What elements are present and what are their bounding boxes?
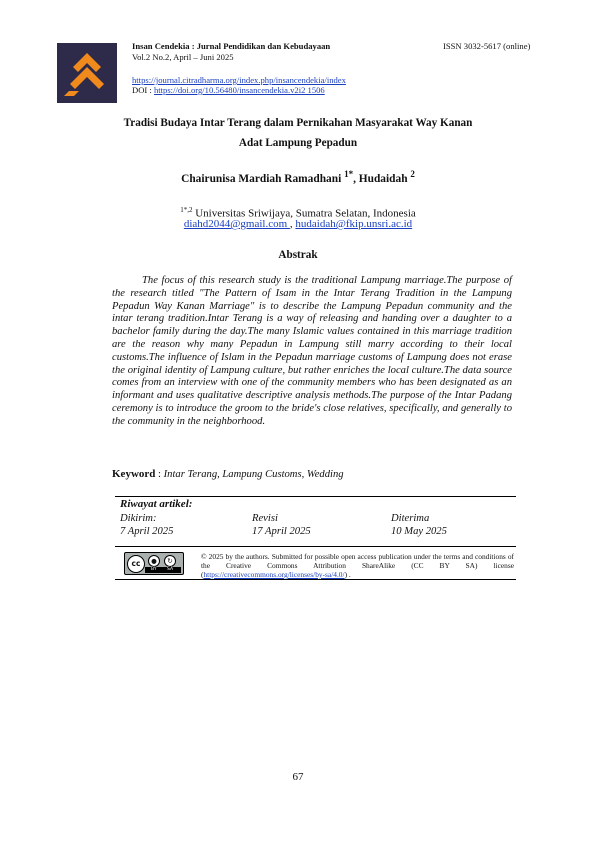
journal-issn: ISSN 3032-5617 (online) [443,41,531,51]
author-line [60,169,536,185]
journal-title: Insan Cendekia : Jurnal Pendidikan dan Kebudayaan [132,41,331,51]
page-number: 67 [292,771,304,783]
history-title: Riwayat artikel: [120,498,193,510]
accepted-date: 10 May 2025 [391,525,447,537]
journal-logo-icon [57,43,117,103]
keyword-sep: : [155,469,164,480]
license-body: © 2025 by the authors. Submitted for possible open access publication under the terms and conditions of the Creative Commons Attribution ShareAlike (CC BY SA) license ( [201,552,514,579]
email-separator: , [289,218,296,230]
license-link[interactable]: https://creativecommons.org/licenses/by-sa/4.0/ [203,570,345,579]
author-2-sup: 2 [410,169,415,179]
email-2-link[interactable]: hudaidah@fkip.unsri.ac.id [295,218,413,230]
history-accepted [391,513,447,538]
abstract-heading: Abstrak [278,249,318,261]
accepted-label: Diterima [391,513,430,524]
author-1-sup: 1* [344,169,354,179]
keyword-label: Keyword [112,468,156,480]
license-text [201,552,514,579]
emails [60,218,536,230]
license-block [115,549,516,580]
journal-url-link[interactable]: https://journal.citradharma.org/index.php/insancendekia/index [132,75,346,85]
by-person-icon: ● [148,555,160,567]
abstract-text: The focus of this research study is the traditional Lampung marriage.The purpose of the research titled "The Pattern of Isam in the Intar Terang Tradition in the Lampung Pepadun Way Kanan Marriage" is to describe the Lampung Pepadun community and the intar terang tradition.Intar Terang is a way of releasing and handing over a daughter to a bachelor family during the day.The many Islamic values contained in this marriage tradition are the reason why many Pepadun in Lampung still marry according to their local customs.The influence of Islam in the Pepadun marriage customs of Lampung does not erase the original identity of Lampung culture, but rather enriches the local culture.The data source comes from an interview with one of the community members who has been designated as an informant and uses qualitative descriptive analysis methods.The purpose of the Intar Padang ceremony is to introduce the groom to the bride's close relatives, specifically, and generally to the community in the neighborhood. [112,275,512,427]
affiliation-text: Universitas Sriwijaya, Sumatra Selatan, Indonesia [192,207,416,220]
doi-line [132,85,325,95]
history-received [120,513,173,538]
revised-date: 17 April 2025 [252,525,311,537]
received-date: 7 April 2025 [120,525,174,537]
creative-commons-icon[interactable] [124,552,184,575]
license-end: ) . [344,570,351,579]
received-label: Dikirim: [120,513,157,524]
keywords [112,468,344,480]
author-separator: , Hudaidah [353,172,411,185]
revised-label: Revisi [252,513,278,524]
cc-main-glyph: cc [127,555,145,573]
doi-link[interactable]: https://doi.org/10.56480/insancendekia.v2i2 1506 [153,85,325,95]
article-title-line1: Tradisi Budaya Intar Terang dalam Pernikahan Masyarakat Way Kanan [123,117,473,129]
email-1-link[interactable]: diahd2044@gmail.com [183,218,290,230]
keyword-values: Intar Terang, Lampung Customs, Wedding [163,469,344,480]
history-revised [252,513,311,538]
cc-by-label: BY [151,567,157,572]
share-alike-icon: ↻ [164,555,176,567]
journal-volume: Vol.2 No.2, April – Juni 2025 [132,52,234,62]
article-history [115,496,516,547]
doi-label: DOI : [132,85,154,95]
cc-badge-strip [145,567,181,573]
cc-sa-label: SA [167,567,174,572]
affiliation-sup: 1*,2 [180,206,193,214]
article-title-line2: Adat Lampung Pepadun [238,137,358,149]
author-1: Chairunisa Mardiah Ramadhani [181,172,345,185]
